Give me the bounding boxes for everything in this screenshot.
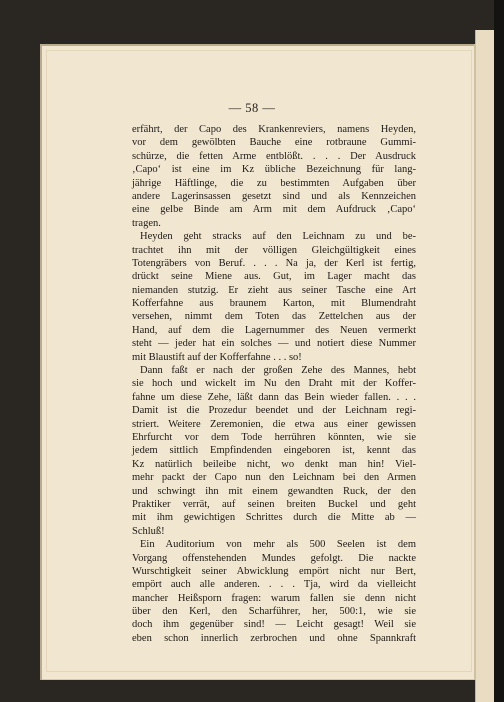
text-line: striert. Weitere Zeremonien, die etwa aus einer gewissen (132, 418, 416, 430)
text-line: Heyden geht stracks auf den Leichnam zu und be- (140, 231, 416, 243)
text-line: mit Blaustift auf der Kofferfahne . . . so! (132, 351, 302, 363)
text-line: Praktiker verrät, auf seinen breiten Buckel und geht (132, 498, 416, 510)
text-line: und schwingt ihn mit einem gewandten Ruck, der den (132, 485, 416, 497)
text-line: schürze, die fetten Arme entblößt. . . . Der Ausdruck (132, 150, 416, 162)
text-line: eben schon innerlich zerbrochen und ohne Spannkraft (132, 632, 416, 644)
text-line: trachtet ihn mit der völligen Gleichgültigkeit eines (132, 244, 416, 256)
page-gutter (474, 44, 476, 680)
text-line: mehr packt der Capo nun den Leichnam bei den Armen (132, 472, 416, 484)
text-line: Ein Auditorium von mehr als 500 Seelen ist dem (140, 539, 416, 551)
text-line: eine gelbe Binde am Arm mit dem Aufdruck ‚Capo‘ (132, 204, 416, 216)
text-line: Dann faßt er nach der großen Zehe des Mannes, hebt (140, 365, 416, 377)
text-line: andere Lagerinsassen gesetzt sind und als Kennzeichen (132, 190, 416, 202)
text-line: mit ihm gewichtigen Schrittes durch die Mitte ab — (132, 512, 416, 524)
text-line: jedem sittlich Empfindenden eingeboren ist, kennt das (132, 445, 416, 457)
text-line: Hand, auf dem die Lagernummer des Neuen vermerkt (132, 324, 416, 336)
text-line: niemanden stutzig. Er zieht aus seiner Tasche eine Art (132, 284, 416, 296)
text-line: Vorgang offenstehenden Mundes gefolgt. Die nackte (132, 552, 416, 564)
text-line: über den Kerl, den Scharführer, her, 500:1, wie sie (132, 606, 416, 618)
body-text (132, 123, 416, 645)
text-line: Schluß! (132, 525, 165, 537)
text-line: Ehrfurcht vor dem Tode herrühren könnten, wie sie (132, 431, 416, 443)
text-line: ‚Capo‘ ist eine im Kz übliche Bezeichnung für lang- (132, 164, 416, 176)
text-line: mancher Heißsporn fragen: warum fallen sie denn nicht (132, 592, 416, 604)
text-line: vor dem gewölbten Bauche eine rotbraune Gummi- (132, 137, 416, 149)
text-line: Kz natürlich beileibe nicht, wo denkt man hin! Viel- (132, 458, 416, 470)
text-line: empört auch alle anderen. . . . Tja, wird da vielleicht (132, 579, 416, 591)
text-line: versehen, nimmt dem Toten das Zettelchen aus der (132, 311, 416, 323)
text-line: Kofferfahne aus braunem Karton, mit Blumendraht (132, 298, 416, 310)
text-line: fahne um diese Zehe, läßt dann das Bein wieder fallen. . . . (132, 391, 416, 403)
text-line: erfährt, der Capo des Krankenreviers, namens Heyden, (132, 124, 416, 135)
page-number: — 58 — (228, 101, 276, 115)
text-line: sie hoch und wickelt im Nu den Draht mit der Koffer- (132, 378, 416, 390)
text-line: Totengräbers von Beruf. . . . Na ja, der Kerl ist fertig, (132, 257, 416, 269)
text-line: steht — jeder hat ein solches — und notiert diese Nummer (132, 338, 416, 350)
text-line: tragen. (132, 217, 161, 229)
text-line: Wurschtigkeit seiner Abwicklung empört nicht nur Bert, (132, 565, 416, 577)
text-line: drückt seine Miene aus. Gut, im Lager macht das (132, 271, 416, 283)
text-line: Damit ist die Prozedur beendet und der Leichnam regi- (132, 405, 416, 417)
text-line: doch ihm gegenüber sind! — Leicht gesagt! Weil sie (132, 619, 416, 631)
text-line: jährige Häftlinge, die zu bestimmten Aufgaben über (132, 177, 416, 189)
